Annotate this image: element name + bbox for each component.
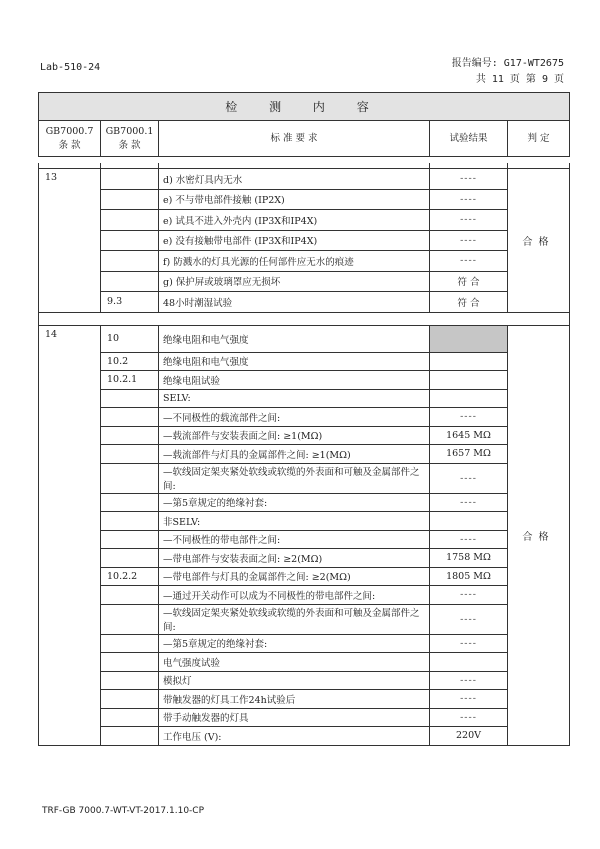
result-value: ---- [430,671,508,690]
result-value [430,653,508,672]
result-value [430,325,508,352]
subclause-number [101,634,159,653]
subclause-number [101,690,159,709]
subclause-number [101,653,159,672]
table-row [39,426,570,445]
subclause-number [101,251,159,272]
table-row [39,352,570,371]
requirement-text: 电气强度试验 [159,653,430,672]
report-number: 报告编号: G17-WT2675 [451,58,564,69]
result-value [430,512,508,531]
result-value: ---- [430,169,508,190]
result-value: ---- [430,604,508,634]
subclause-number [101,408,159,427]
table-row [39,708,570,727]
result-value: ---- [430,408,508,427]
table-row [39,671,570,690]
requirement-text: e) 不与带电部件接触 (IP2X) [159,189,430,210]
table-row [39,325,570,352]
requirement-text: —带电部件与安装表面之间: ≥2(MΩ) [159,549,430,568]
requirement-text: —第5章规定的绝缘衬套: [159,493,430,512]
table-row [39,727,570,746]
col-verdict: 判 定 [508,121,570,157]
table-row [39,586,570,605]
subclause-number [101,512,159,531]
table-row [39,408,570,427]
table-row [39,251,570,272]
table-row [39,230,570,251]
section-spacer [39,312,570,325]
result-value: 1758 MΩ [430,549,508,568]
result-value: ---- [430,586,508,605]
subclause-number [101,671,159,690]
table-row [39,549,570,568]
requirement-text: 48小时潮湿试验 [159,292,430,313]
result-value: 220V [430,727,508,746]
col-result: 试验结果 [430,121,508,157]
table-row [39,271,570,292]
subclause-number [101,426,159,445]
requirement-text: 工作电压 (V): [159,727,430,746]
requirement-text: —载流部件与灯具的金属部件之间: ≥1(MΩ) [159,445,430,464]
result-value: 1805 MΩ [430,567,508,586]
requirement-text: 带手动触发器的灯具 [159,708,430,727]
subclause-number [101,493,159,512]
col-gb7000-7: GB7000.7 条 款 [39,121,101,157]
subclause-number: 10.2.1 [101,371,159,390]
subclause-number [101,271,159,292]
result-value: ---- [430,189,508,210]
table-row [39,493,570,512]
result-value [430,389,508,408]
result-value: ---- [430,251,508,272]
requirement-text: 绝缘电阻和电气强度 [159,325,430,352]
clause-number: 14 [39,325,101,745]
subclause-number [101,169,159,190]
result-value [430,352,508,371]
requirement-text: —载流部件与安装表面之间: ≥1(MΩ) [159,426,430,445]
subclause-number [101,445,159,464]
result-value: ---- [430,210,508,231]
subclause-number: 10 [101,325,159,352]
table-row [39,530,570,549]
table-title: 检 测 内 容 [39,93,570,121]
requirement-text: 非SELV: [159,512,430,531]
requirement-text: 带触发器的灯具工作24h试验后 [159,690,430,709]
table-row [39,389,570,408]
requirement-text: —不同极性的带电部件之间: [159,530,430,549]
subclause-number [101,530,159,549]
subclause-number: 10.2 [101,352,159,371]
subclause-number [101,389,159,408]
table-row [39,189,570,210]
verdict-value: 合格 [508,325,570,745]
table-row [39,604,570,634]
table-row [39,371,570,390]
clause-number: 13 [39,169,101,313]
table-row [39,512,570,531]
subclause-number [101,189,159,210]
result-value: 符 合 [430,271,508,292]
table-row [39,445,570,464]
table-row [39,653,570,672]
requirement-text: f) 防溅水的灯具光源的任何部件应无水的痕迹 [159,251,430,272]
col-gb7000-1: GB7000.1 条 款 [101,121,159,157]
requirement-text: e) 没有接触带电部件 (IP3X和IP4X) [159,230,430,251]
requirement-text: —不同极性的载流部件之间: [159,408,430,427]
result-value: ---- [430,690,508,709]
subclause-number [101,604,159,634]
subclause-number [101,210,159,231]
requirement-text: g) 保护屏或玻璃罩应无损坏 [159,271,430,292]
requirement-text: 绝缘电阻试验 [159,371,430,390]
requirement-text: —第5章规定的绝缘衬套: [159,634,430,653]
result-value [430,371,508,390]
subclause-number: 10.2.2 [101,567,159,586]
requirement-text: 绝缘电阻和电气强度 [159,352,430,371]
requirement-text: —通过开关动作可以成为不同极性的带电部件之间: [159,586,430,605]
table-row [39,463,570,493]
subclause-number: 9.3 [101,292,159,313]
requirement-text: —软线固定架夹紧处软线或软缆的外表面和可触及金属部件之间: [159,463,430,493]
subclause-number [101,708,159,727]
test-table-body [38,163,570,746]
table-row [39,210,570,231]
result-value: ---- [430,493,508,512]
requirement-text: d) 水密灯具内无水 [159,169,430,190]
result-value: ---- [430,530,508,549]
subclause-number [101,549,159,568]
page-count: 共 11 页 第 9 页 [475,74,564,85]
col-requirement: 标 准 要 求 [159,121,430,157]
requirement-text: 模拟灯 [159,671,430,690]
result-value: ---- [430,708,508,727]
table-row [39,292,570,313]
test-table-header [38,92,570,157]
lab-code: Lab-510-24 [40,62,101,73]
subclause-number [101,230,159,251]
requirement-text: e) 试具不进入外壳内 (IP3X和IP4X) [159,210,430,231]
subclause-number [101,727,159,746]
requirement-text: —软线固定架夹紧处软线或软缆的外表面和可触及金属部件之间: [159,604,430,634]
subclause-number [101,463,159,493]
subclause-number [101,586,159,605]
verdict-value: 合格 [508,169,570,313]
result-value: ---- [430,463,508,493]
result-value: 符 合 [430,292,508,313]
result-value: ---- [430,230,508,251]
requirement-text: SELV: [159,389,430,408]
table-row [39,690,570,709]
report-info [452,56,564,88]
table-row [39,634,570,653]
form-code: TRF-GB 7000.7-WT-VT-2017.1.10-CP [42,806,205,816]
requirement-text: —带电部件与灯具的金属部件之间: ≥2(MΩ) [159,567,430,586]
result-value: ---- [430,634,508,653]
table-row [39,169,570,190]
result-value: 1645 MΩ [430,426,508,445]
table-row [39,567,570,586]
result-value: 1657 MΩ [430,445,508,464]
